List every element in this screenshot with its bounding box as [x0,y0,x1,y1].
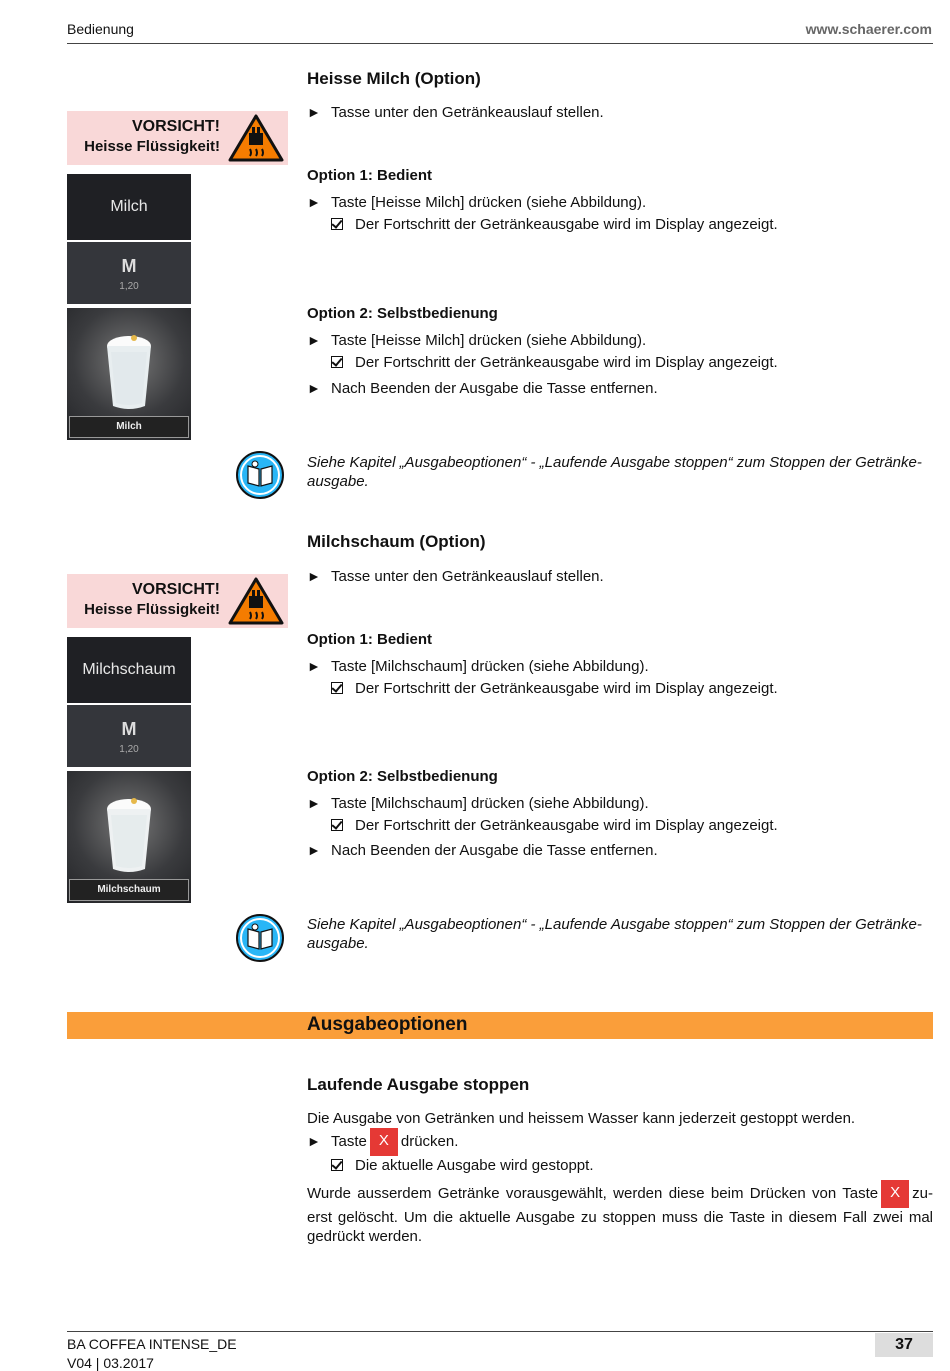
warning-title: VORSICHT! [132,581,220,598]
stop-button[interactable]: X [881,1180,909,1208]
page-number: 37 [875,1333,933,1357]
subsection-title: Laufende Ausgabe stoppen [307,1075,530,1094]
screen-drink-image-button[interactable] [67,771,191,903]
milk-foam-glass-icon [67,771,191,881]
intro-text: Die Ausgabe von Getränken und heissem Wasser kann jederzeit gestoppt werden. [307,1110,856,1127]
checkbox-checked-icon [331,682,343,694]
warning-text: Heisse Flüssigkeit! [84,138,220,155]
bullet-arrow-icon: ► [307,1132,321,1149]
screen-size-button[interactable] [67,242,191,304]
footer-rule [67,1331,933,1332]
footer-document-name: BA COFFEA INTENSE_DE [67,1336,237,1352]
manual-book-icon [235,913,285,963]
checkbox-checked-icon [331,819,343,831]
bullet-arrow-icon: ► [307,842,321,858]
checkbox-checked-icon [331,218,343,230]
chapter-heading-bar [67,1012,933,1039]
header-rule [67,43,933,44]
milk-glass-icon [67,308,191,418]
note-stop-output: Siehe Kapitel „Ausgabeoptionen“ - „Laufende Ausgabe stoppen“ zum Stoppen der Getränke-ausgabe. [307,916,922,952]
bullet-arrow-icon: ► [307,332,321,348]
screen-drink-title[interactable]: Milchschaum [67,637,191,703]
warning-title: VORSICHT! [132,118,220,135]
size-label: M [121,719,137,739]
option2-result: Der Fortschritt der Getränkeausgabe wird im Display angezeigt. [331,817,778,834]
header-section-title: Bedienung [67,21,134,37]
option2-step2: ► Nach Beenden der Ausgabe die Tasse entfernen. [307,380,658,397]
screen-size-button[interactable] [67,705,191,767]
warning-box [67,111,288,165]
bullet-arrow-icon: ► [307,658,321,674]
option2-step2: ► Nach Beenden der Ausgabe die Tasse entfernen. [307,842,658,859]
option1-title: Option 1: Bedient [307,631,432,648]
bullet-arrow-icon: ► [307,795,321,811]
hot-liquid-warning-icon [228,113,284,163]
price-label: 1,20 [119,744,139,755]
manual-book-icon [235,450,285,500]
bullet-arrow-icon: ► [307,568,321,584]
drink-image-label: Milchschaum [69,879,189,901]
option2-title: Option 2: Selbstbedienung [307,305,498,322]
option1-step: ► Taste [Milchschaum] drücken (siehe Abbildung). [307,658,649,675]
chapter-title: Ausgabeoptionen [307,1014,468,1035]
option2-step: ► Taste [Heisse Milch] drücken (siehe Abbildung). [307,332,647,349]
option2-step: ► Taste [Milchschaum] drücken (siehe Abbildung). [307,795,649,812]
header-website: www.schaerer.com [805,21,932,37]
hot-liquid-warning-icon [228,576,284,626]
stop-step: ► Taste X drücken. [307,1128,458,1156]
option1-result: Der Fortschritt der Getränkeausgabe wird im Display angezeigt. [331,216,778,233]
note-stop-output: Siehe Kapitel „Ausgabeoptionen“ - „Laufende Ausgabe stoppen“ zum Stoppen der Getränke-ausgabe. [307,454,922,490]
section-title-milchschaum: Milchschaum (Option) [307,532,486,551]
stop-button[interactable]: X [370,1128,398,1156]
bullet-arrow-icon: ► [307,194,321,210]
warning-box [67,574,288,628]
bullet-arrow-icon: ► [307,380,321,396]
option2-title: Option 2: Selbstbedienung [307,768,498,785]
option1-step: ► Taste [Heisse Milch] drücken (siehe Abbildung). [307,194,647,211]
step-cup-placement: ► Tasse unter den Getränkeauslauf stellen. [307,104,604,121]
footer-version: V04 | 03.2017 [67,1355,154,1371]
stop-result: Die aktuelle Ausgabe wird gestoppt. [331,1157,593,1174]
preselection-paragraph: Wurde ausserdem Getränke vorausgewählt, werden diese beim Drücken von Taste X zu-erst gelöscht. Um die aktuelle Ausgabe zu stoppen muss die Taste in diesem Fall zwei mal gedrückt werden. [307,1180,933,1246]
warning-text: Heisse Flüssigkeit! [84,601,220,618]
screen-drink-title[interactable]: Milch [67,174,191,240]
checkbox-checked-icon [331,1159,343,1171]
option1-result: Der Fortschritt der Getränkeausgabe wird im Display angezeigt. [331,680,778,697]
checkbox-checked-icon [331,356,343,368]
option2-result: Der Fortschritt der Getränkeausgabe wird im Display angezeigt. [331,354,778,371]
price-label: 1,20 [119,281,139,292]
step-cup-placement: ► Tasse unter den Getränkeauslauf stellen. [307,568,604,585]
section-title-heisse-milch: Heisse Milch (Option) [307,69,481,88]
size-label: M [121,256,137,276]
option1-title: Option 1: Bedient [307,167,432,184]
screen-drink-image-button[interactable] [67,308,191,440]
drink-image-label: Milch [69,416,189,438]
bullet-arrow-icon: ► [307,104,321,120]
